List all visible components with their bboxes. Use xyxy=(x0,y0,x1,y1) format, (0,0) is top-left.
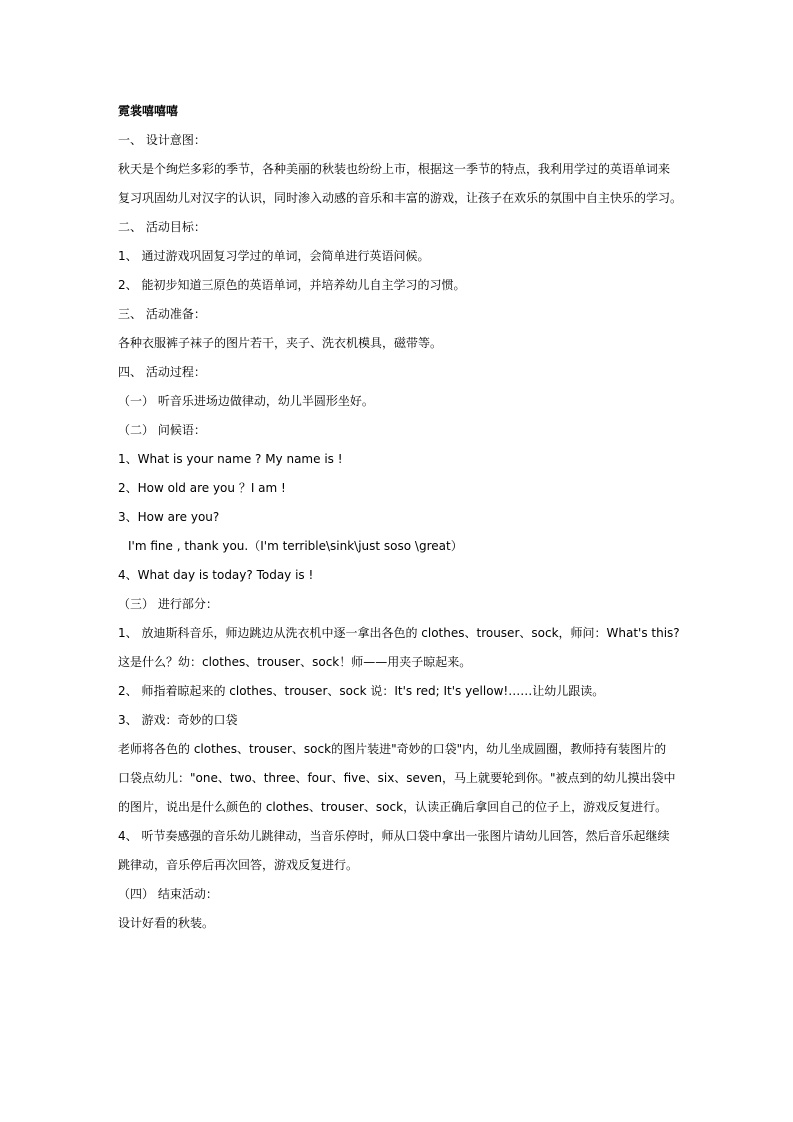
subsection-heading: （一） 听音乐进场边做律动，幼儿半圆形坐好。 xyxy=(118,394,374,408)
paragraph-line: 复习巩固幼儿对汉字的认识，同时渗入动感的音乐和丰富的游戏，让孩子在欢乐的氛围中自主快乐的学习。 xyxy=(118,191,683,205)
section-heading-design-intent: 一、 设计意图： xyxy=(118,133,206,147)
paragraph-line: 这是什么？幼：clothes、trouser、sock！师——用夹子晾起来。 xyxy=(118,655,472,669)
paragraph-line: 口袋点幼儿："one、two、three、four、five、six、seven，马上就要轮到你。"被点到的幼儿摸出袋中 xyxy=(118,771,676,785)
list-item: 4、What day is today? Today is ! xyxy=(118,568,314,582)
paragraph-line: 设计好看的秋装。 xyxy=(118,916,215,930)
paragraph-line: 秋天是个绚烂多彩的季节，各种美丽的秋装也纷纷上市，根据这一季节的特点，我利用学过的英语单词来 xyxy=(118,162,671,176)
list-item: 3、How are you? xyxy=(118,510,220,524)
paragraph-line: 各种衣服裤子袜子的图片若干，夹子、洗衣机模具，磁带等。 xyxy=(118,336,443,350)
subsection-heading: （四） 结束活动： xyxy=(118,887,218,901)
paragraph-line: I'm fine , thank you.（I'm terrible\sink\just soso \great） xyxy=(128,539,463,553)
list-item: 2、 师指着晾起来的 clothes、trouser、sock 说：It's red; It's yellow!……让幼儿跟读。 xyxy=(118,684,605,698)
section-heading-process: 四、 活动过程： xyxy=(118,365,206,379)
list-item: 2、How old are you ？I am ! xyxy=(118,481,286,495)
list-item: 3、 游戏：奇妙的口袋 xyxy=(118,713,238,727)
subsection-heading: （三） 进行部分： xyxy=(118,597,218,611)
subsection-heading: （二） 问候语： xyxy=(118,423,206,437)
list-item: 1、 通过游戏巩固复习学过的单词，会简单进行英语问候。 xyxy=(118,249,430,263)
paragraph-line: 老师将各色的 clothes、trouser、sock的图片装进"奇妙的口袋"内，幼儿坐成圆圈，教师持有装图片的 xyxy=(118,742,667,756)
section-heading-preparation: 三、 活动准备： xyxy=(118,307,206,321)
list-item: 1、What is your name ? My name is ! xyxy=(118,452,343,466)
section-heading-goals: 二、 活动目标： xyxy=(118,220,206,234)
list-item: 4、 听节奏感强的音乐幼儿跳律动，当音乐停时，师从口袋中拿出一张图片请幼儿回答，然后音乐起继续 xyxy=(118,829,670,843)
document-title: 霓裳嘻嘻嘻 xyxy=(118,104,179,118)
list-item: 2、 能初步知道三原色的英语单词，并培养幼儿自主学习的习惯。 xyxy=(118,278,466,292)
list-item: 1、 放迪斯科音乐，师边跳边从洗衣机中逐一拿出各色的 clothes、trouser、sock，师问：What's this? xyxy=(118,626,680,640)
paragraph-line: 的图片，说出是什么颜色的 clothes、trouser、sock，认读正确后拿回自己的位子上，游戏反复进行。 xyxy=(118,800,668,814)
paragraph-line: 跳律动，音乐停后再次回答，游戏反复进行。 xyxy=(118,858,359,872)
